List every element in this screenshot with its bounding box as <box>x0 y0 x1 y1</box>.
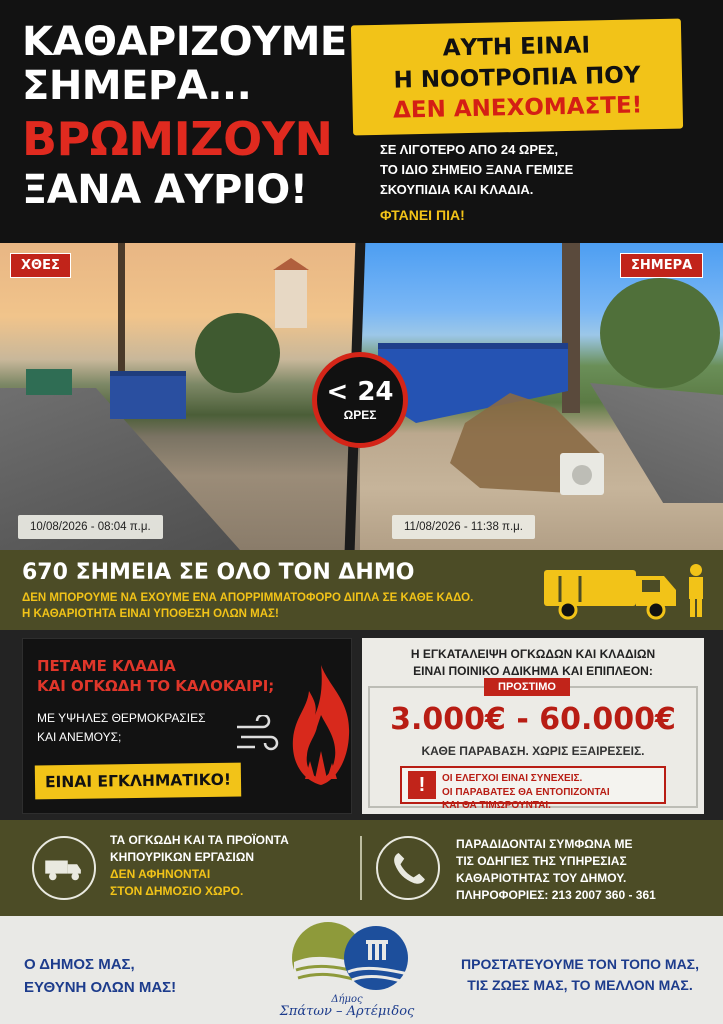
footer-left-text <box>24 954 176 999</box>
date-yesterday: 10/08/2026 - 08:04 π.μ. <box>18 515 163 539</box>
criminal-label: ΕΙΝΑΙ ΕΓΚΛΗΜΑΤΙΚΟ! <box>35 763 241 800</box>
fire-icon <box>285 661 357 791</box>
worker-icon <box>689 564 703 617</box>
warning-icon: ! <box>408 771 436 799</box>
banner-line-2: Η ΝΟΟΤΡΟΠΙΑ ΠΟΥ <box>393 61 641 94</box>
subtext-line-3: ΣΚΟΥΠΙΔΙΑ ΚΑΙ ΚΛΑΔΙΑ. <box>380 182 534 198</box>
fine-heading <box>362 646 704 680</box>
info-right-line-2: ΤΙΣ ΟΔΗΓΙΕΣ ΤΗΣ ΥΠΗΡΕΣΙΑΣ <box>456 854 627 869</box>
fine-inner <box>368 681 698 811</box>
warning-text <box>442 772 610 813</box>
church-tower <box>275 268 307 328</box>
municipality-logo <box>282 918 414 1002</box>
footer-left-line-2: ΕΥΘΥΝΗ ΟΛΩΝ ΜΑΣ! <box>24 978 177 996</box>
blue-bins <box>110 371 186 419</box>
dumped-washing-machine <box>560 453 604 495</box>
fine-amount: 3.000€ - 60.000€ <box>390 702 676 737</box>
warning-line-3: ΚΑΙ ΘΑ ΤΙΜΩΡΟΥΝΤΑΙ. <box>442 800 551 811</box>
fine-label: ΠΡΟΣΤΙΜΟ <box>484 678 570 696</box>
garbage-truck-icon <box>540 556 710 624</box>
summer-title-line-1: ΠΕΤΑΜΕ ΚΛΑΔΙΑ <box>37 657 176 675</box>
footer-right-text <box>450 954 710 996</box>
info-right-line-3: ΚΑΘΑΡΙΟΤΗΤΑΣ ΤΟΥ ΔΗΜΟΥ. <box>456 871 627 886</box>
subtext-line-2: ΤΟ ΙΔΙΟ ΣΗΜΕΙΟ ΞΑΝΑ ΓΕΜΙΣΕ <box>380 162 574 178</box>
timer-unit: ΩΡΕΣ <box>343 407 377 422</box>
logo-name-top: Δήμος <box>331 994 363 1005</box>
summer-title-line-2: ΚΑΙ ΟΓΚΩΔΗ ΤΟ ΚΑΛΟΚΑΙΡΙ; <box>37 676 275 695</box>
tree-right <box>600 278 720 388</box>
green-bins <box>26 369 72 395</box>
fine-box <box>362 638 704 814</box>
tree <box>195 313 280 393</box>
info-left-line-1: ΤΑ ΟΓΚΩΔΗ ΚΑΙ ΤΑ ΠΡΟΪΟΝΤΑ <box>110 833 289 847</box>
headline-line-3: ΒΡΩΜΙΖΟΥΝ <box>22 112 333 166</box>
footer-right-line-2: ΤΙΣ ΖΩΕΣ ΜΑΣ, ΤΟ ΜΕΛΛΟΝ ΜΑΣ. <box>467 977 693 993</box>
logo-name <box>272 994 422 1019</box>
summer-text <box>37 709 206 747</box>
info-right-line-1: ΠΑΡΑΔΙΔΟΝΤΑΙ ΣΥΜΦΩΝΑ ΜΕ <box>456 837 633 851</box>
phone-icon <box>376 836 440 900</box>
enough-text: ΦΤΑΝΕΙ ΠΙΑ! <box>380 207 465 223</box>
before-after-photos <box>0 243 723 550</box>
header <box>0 0 723 243</box>
footer-right-line-1: ΠΡΟΣΤΑΤΕΥΟΥΜΕ ΤΟΝ ΤΟΠΟ ΜΑΣ, <box>461 956 699 972</box>
footer-left-line-1: Ο ΔΗΜΟΣ ΜΑΣ, <box>24 956 135 973</box>
fine-subtext: ΚΑΘΕ ΠΑΡΑΒΑΣΗ. ΧΩΡΙΣ ΕΞΑΙΡΕΣΕΙΣ. <box>421 744 645 758</box>
logo-name-bottom: Σπάτων – Αρτέμιδος <box>279 1004 415 1019</box>
subtext-line-1: ΣΕ ΛΙΓΟΤΕΡΟ ΑΠΟ 24 ΩΡΕΣ, <box>380 142 559 157</box>
banner-line-1: ΑΥΤΗ ΕΙΝΑΙ <box>442 32 591 62</box>
info-strip <box>0 820 723 916</box>
yellow-banner <box>351 19 683 136</box>
summer-warning-box <box>22 638 352 814</box>
middle-section <box>0 630 723 820</box>
wind-icon <box>233 715 279 755</box>
headline <box>22 19 352 213</box>
headline-line-1: ΚΑΘΑΡΙΖΟΥΜΕ <box>22 19 347 65</box>
info-phone: ΠΛΗΡΟΦΟΡΙΕΣ: 213 2007 360 - 361 <box>456 888 656 903</box>
badge-yesterday: ΧΘΕΣ <box>10 253 71 278</box>
info-left-line-2: ΚΗΠΟΥΡΙΚΩΝ ΕΡΓΑΣΙΩΝ <box>110 850 255 865</box>
timer-value: < 24 <box>326 376 394 407</box>
info-left-text <box>110 832 289 900</box>
fine-heading-line-2: ΕΙΝΑΙ ΠΟΙΝΙΚΟ ΑΔΙΚΗΜΑ ΚΑΙ ΕΠΙΠΛΕΟΝ: <box>413 663 653 678</box>
clock-timer-icon <box>312 352 408 448</box>
photo-yesterday <box>0 243 360 550</box>
header-subtext <box>380 140 700 200</box>
points-title: 670 ΣΗΜΕΙΑ ΣΕ ΟΛΟ ΤΟΝ ΔΗΜΟ <box>22 560 415 585</box>
date-today: 11/08/2026 - 11:38 π.μ. <box>392 515 535 539</box>
points-line-1: ΔΕΝ ΜΠΟΡΟΥΜΕ ΝΑ ΕΧΟΥΜΕ ΕΝΑ ΑΠΟΡΡΙΜΜΑΤΟΦΟΡΟ ΔΙΠΛΑ ΣΕ ΚΑΘΕ ΚΑΔΟ. <box>22 592 474 604</box>
badge-today: ΣΗΜΕΡΑ <box>620 253 703 278</box>
inspection-warning <box>400 766 666 811</box>
summer-text-line-2: ΚΑΙ ΑΝΕΜΟΥΣ; <box>37 730 122 745</box>
info-left-highlight-1: ΔΕΝ ΑΦΗΝΟΝΤΑΙ <box>110 867 211 882</box>
headline-line-4: ΞΑΝΑ ΑΥΡΙΟ! <box>22 167 308 213</box>
banner-text <box>351 29 683 128</box>
footer <box>0 916 723 1024</box>
info-right-text <box>456 836 656 904</box>
summer-text-line-1: ΜΕ ΥΨΗΛΕΣ ΘΕΡΜΟΚΡΑΣΙΕΣ <box>37 711 206 725</box>
warning-line-1: ΟΙ ΕΛΕΓΧΟΙ ΕΙΝΑΙ ΣΥΝΕΧΕΙΣ. <box>442 773 583 784</box>
truck-delivery-icon <box>32 836 96 900</box>
fine-heading-line-1: Η ΕΓΚΑΤΑΛΕΙΨΗ ΟΓΚΩΔΩΝ ΚΑΙ ΚΛΑΔΙΩΝ <box>410 647 656 661</box>
points-band <box>0 550 723 630</box>
warning-line-2: ΟΙ ΠΑΡΑΒΑΤΕΣ ΘΑ ΕΝΤΟΠΙΖΟΝΤΑΙ <box>442 786 610 798</box>
headline-line-2: ΣΗΜΕΡΑ... <box>22 63 252 109</box>
utility-pole <box>118 243 125 373</box>
banner-line-3: ΔΕΝ ΑΝΕΧΟΜΑΣΤΕ! <box>392 92 643 124</box>
points-line-2: Η ΚΑΘΑΡΙΟΤΗΤΑ ΕΙΝΑΙ ΥΠΟΘΕΣΗ ΟΛΩΝ ΜΑΣ! <box>22 608 279 620</box>
summer-title <box>37 657 274 696</box>
info-left-highlight-2: ΣΤΟΝ ΔΗΜΟΣΙΟ ΧΩΡΟ. <box>110 884 244 899</box>
info-divider <box>360 836 362 900</box>
